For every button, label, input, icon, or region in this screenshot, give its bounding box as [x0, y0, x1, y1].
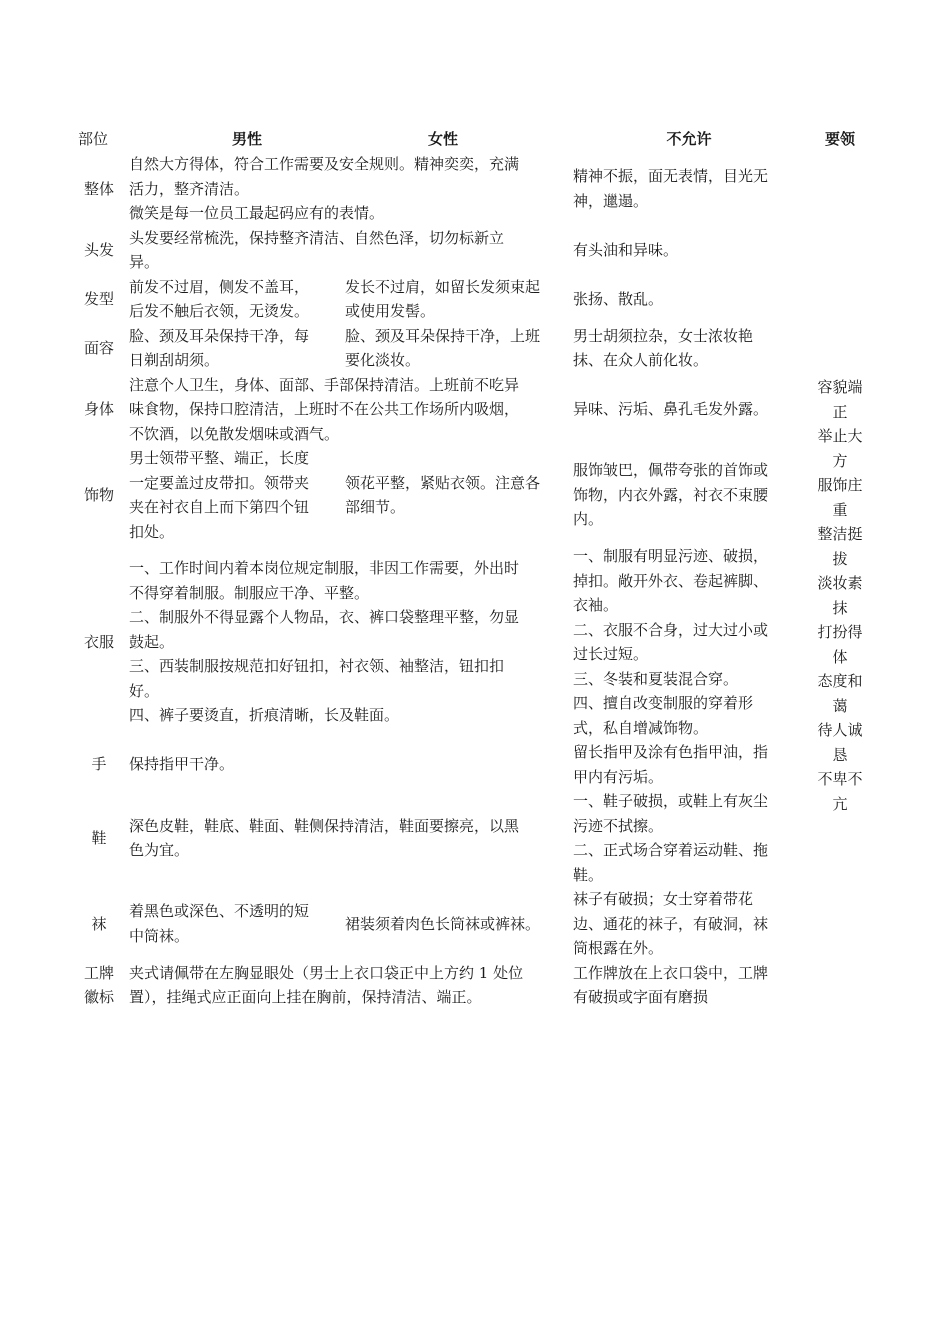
row-socks	[72, 887, 872, 961]
socks-female	[342, 887, 570, 961]
badge-na-line-1: 工作牌放在上衣口袋中，工牌	[573, 963, 769, 982]
clothing-not-allowed	[570, 544, 808, 740]
body-na-line-1: 异味、污垢、鼻孔毛发外露。	[573, 400, 769, 418]
accessories-female-line-1: 领花平整，紧贴衣领。注意各	[345, 473, 541, 492]
hair-requirement	[126, 226, 570, 275]
overall-requirement	[126, 152, 570, 226]
hands-line-1: 保持指甲干净。	[129, 755, 235, 774]
header-key-points: 要领	[824, 129, 855, 148]
face-na-line-2: 抹、在众人前化妆。	[573, 351, 709, 369]
key-line-18: 亢	[832, 794, 848, 813]
header-male: 男性	[231, 129, 262, 148]
clothing-line-6: 好。	[129, 681, 160, 700]
body-requirement	[126, 373, 570, 447]
clothing-na-line-1: 一、制服有明显污迹、破损，	[573, 547, 769, 565]
part-label: 鞋	[91, 828, 107, 847]
header-female: 女性	[428, 129, 459, 148]
part-label: 整体	[83, 179, 114, 198]
accessories-female	[342, 446, 570, 544]
hands-not-allowed	[570, 740, 808, 789]
key-line-5: 服饰庄	[817, 476, 863, 495]
shoes-na-line-4: 鞋。	[573, 865, 604, 884]
key-line-12: 体	[832, 647, 848, 666]
badge-part-line-2: 徽标	[83, 988, 114, 1006]
key-line-16: 恳	[832, 745, 848, 764]
hairstyle-male-line-1: 前发不过眉，侧发不盖耳，	[129, 277, 310, 296]
key-line-15: 待人诚	[817, 721, 863, 740]
socks-female-line-1: 裙装须着肉色长筒袜或裤袜。	[345, 914, 541, 933]
shoes-na-line-3: 二、正式场合穿着运动鞋、拖	[573, 841, 769, 859]
clothing-na-line-5: 过长过短。	[573, 645, 649, 663]
accessories-male	[126, 446, 342, 544]
accessories-na-line-3: 内。	[573, 510, 604, 529]
key-line-10: 抹	[832, 598, 848, 617]
accessories-female-line-2: 部细节。	[345, 498, 406, 516]
overall-line-3: 微笑是每一位员工最起码应有的表情。	[129, 204, 385, 222]
accessories-male-line-3: 夹在衬衣自上而下第四个钮	[129, 498, 310, 516]
face-male-line-2: 日剃刮胡须。	[129, 351, 220, 369]
hairstyle-male	[126, 275, 342, 324]
key-line-14: 蔼	[832, 696, 848, 715]
accessories-not-allowed	[570, 446, 808, 544]
accessories-male-line-2: 一定要盖过皮带扣。领带夹	[129, 473, 310, 492]
face-not-allowed	[570, 324, 808, 373]
row-clothing	[72, 544, 872, 740]
badge-line-2: 置），挂绳式应正面向上挂在胸前，保持清洁、端正。	[129, 988, 482, 1006]
body-line-2: 味食物，保持口腔清洁，上班时不在公共工作场所内吸烟，	[129, 400, 520, 418]
clothing-na-line-3: 衣袖。	[573, 596, 619, 614]
overall-line-1: 自然大方得体，符合工作需要及安全规则。精神奕奕，充满	[129, 155, 520, 173]
accessories-na-line-1: 服饰皱巴，佩带夸张的首饰或	[573, 461, 769, 480]
overall-line-2: 活力，整齐清洁。	[129, 179, 250, 198]
header-row	[72, 126, 872, 152]
clothing-line-1: 一、工作时间内着本岗位规定制服，非因工作需要，外出时	[129, 559, 520, 578]
part-label: 头发	[83, 240, 114, 259]
badge-na-line-2: 有破损或字面有磨损	[573, 988, 709, 1006]
key-points	[808, 152, 872, 1010]
hair-not-allowed	[570, 226, 808, 275]
key-line-4: 方	[832, 451, 848, 470]
face-male-line-1: 脸、颈及耳朵保持干净，每	[129, 326, 310, 345]
hair-line-1: 头发要经常梳洗，保持整齐清洁、自然色泽，切勿标新立	[129, 228, 505, 247]
socks-na-line-1: 袜子有破损；女士穿着带花	[573, 890, 754, 908]
socks-na-line-3: 筒根露在外。	[573, 939, 664, 957]
shoes-line-1: 深色皮鞋，鞋底、鞋面、鞋侧保持清洁，鞋面要擦亮，以黑	[129, 816, 520, 835]
accessories-na-line-2: 饰物，内衣外露，衬衣不束腰	[573, 485, 769, 504]
face-female-line-2: 要化淡妆。	[345, 351, 421, 369]
clothing-na-line-4: 二、衣服不合身，过大过小或	[573, 620, 769, 639]
clothing-requirement	[126, 544, 570, 740]
row-face	[72, 324, 872, 373]
hairstyle-female-line-2: 或使用发髻。	[345, 302, 436, 320]
badge-requirement	[126, 961, 570, 1010]
part-label: 面容	[83, 338, 114, 357]
key-line-2: 正	[832, 402, 848, 421]
key-line-13: 态度和	[817, 672, 863, 691]
clothing-na-line-6: 三、冬装和夏装混合穿。	[573, 669, 739, 688]
shoes-requirement	[126, 789, 570, 887]
key-line-1: 容貌端	[817, 378, 863, 397]
shoes-line-2: 色为宜。	[129, 841, 190, 859]
etiquette-table	[72, 126, 872, 1010]
hairstyle-not-allowed	[570, 275, 808, 324]
hairstyle-male-line-2: 后发不触后衣领，无烫发。	[129, 302, 310, 320]
clothing-na-line-2: 掉扣。敞开外衣、卷起裤脚、	[573, 571, 769, 590]
body-line-1: 注意个人卫生，身体、面部、手部保持清洁。上班前不吃异	[129, 375, 520, 394]
socks-na-line-2: 边、通花的袜子，有破洞，袜	[573, 914, 769, 933]
clothing-line-7: 四、裤子要烫直，折痕清晰，长及鞋面。	[129, 706, 400, 725]
part-label: 袜	[91, 914, 107, 933]
key-line-8: 拔	[832, 549, 848, 568]
hairstyle-female-line-1: 发长不过肩，如留长发须束起	[345, 277, 541, 296]
face-female	[342, 324, 570, 373]
part-label: 发型	[83, 289, 114, 308]
socks-male-line-2: 中筒袜。	[129, 926, 190, 945]
header-not-allowed: 不允许	[666, 129, 712, 148]
row-badge	[72, 961, 872, 1010]
hairstyle-female	[342, 275, 570, 324]
row-accessories	[72, 446, 872, 544]
key-line-3: 举止大	[817, 427, 863, 446]
socks-male	[126, 887, 342, 961]
hair-na-line-1: 有头油和异味。	[573, 240, 679, 259]
key-line-6: 重	[832, 500, 848, 519]
clothing-line-3: 二、制服外不得显露个人物品，衣、裤口袋整理平整，勿显	[129, 608, 520, 627]
hands-na-line-2: 甲内有污垢。	[573, 767, 664, 786]
hair-line-2: 异。	[129, 253, 160, 271]
face-female-line-1: 脸、颈及耳朵保持干净，上班	[345, 326, 541, 345]
clothing-line-5: 三、西装制服按规范扣好钮扣，衬衣领、袖整洁，钮扣扣	[129, 657, 505, 676]
clothing-line-4: 鼓起。	[129, 632, 175, 651]
key-line-17: 不卑不	[817, 770, 863, 789]
badge-part-line-1: 工牌	[83, 963, 114, 982]
part-label: 身体	[83, 400, 114, 418]
row-shoes	[72, 789, 872, 887]
part-label: 手	[91, 755, 107, 774]
overall-na-line-2: 神，邋遢。	[573, 191, 649, 210]
face-male	[126, 324, 342, 373]
overall-not-allowed	[570, 152, 808, 226]
overall-na-line-1: 精神不振，面无表情，目光无	[573, 167, 769, 186]
row-hands	[72, 740, 872, 789]
face-na-line-1: 男士胡须拉杂，女士浓妆艳	[573, 326, 754, 345]
part-label: 饰物	[83, 485, 114, 504]
row-overall	[72, 152, 872, 226]
shoes-na-line-1: 一、鞋子破损，或鞋上有灰尘	[573, 792, 769, 810]
clothing-line-2: 不得穿着制服。制服应干净、平整。	[129, 583, 370, 602]
key-line-9: 淡妆素	[817, 574, 863, 593]
clothing-na-line-7: 四、擅自改变制服的穿着形	[573, 694, 754, 712]
accessories-male-line-1: 男士领带平整、端正，长度	[129, 449, 310, 467]
part-label	[72, 961, 126, 1010]
body-not-allowed	[570, 373, 808, 447]
badge-line-1: 夹式请佩带在左胸显眼处（男士上衣口袋正中上方约 1 处位	[129, 963, 524, 982]
part-label: 衣服	[83, 632, 114, 651]
socks-not-allowed	[570, 887, 808, 961]
hands-na-line-1: 留长指甲及涂有色指甲油，指	[573, 743, 769, 761]
key-line-11: 打扮得	[817, 623, 863, 642]
socks-male-line-1: 着黑色或深色、不透明的短	[129, 902, 310, 921]
shoes-not-allowed	[570, 789, 808, 887]
accessories-male-line-4: 扣处。	[129, 522, 175, 541]
hands-requirement	[126, 740, 570, 789]
shoes-na-line-2: 污迹不拭擦。	[573, 816, 664, 835]
row-hair	[72, 226, 872, 275]
body-line-3: 不饮酒，以免散发烟味或酒气。	[129, 424, 340, 443]
hairstyle-na-line-1: 张扬、散乱。	[573, 289, 664, 308]
row-hairstyle	[72, 275, 872, 324]
key-line-7: 整洁挺	[817, 525, 863, 544]
row-body	[72, 373, 872, 447]
header-part: 部位	[78, 129, 109, 148]
clothing-na-line-8: 式，私自增减饰物。	[573, 718, 709, 737]
badge-not-allowed	[570, 961, 808, 1010]
